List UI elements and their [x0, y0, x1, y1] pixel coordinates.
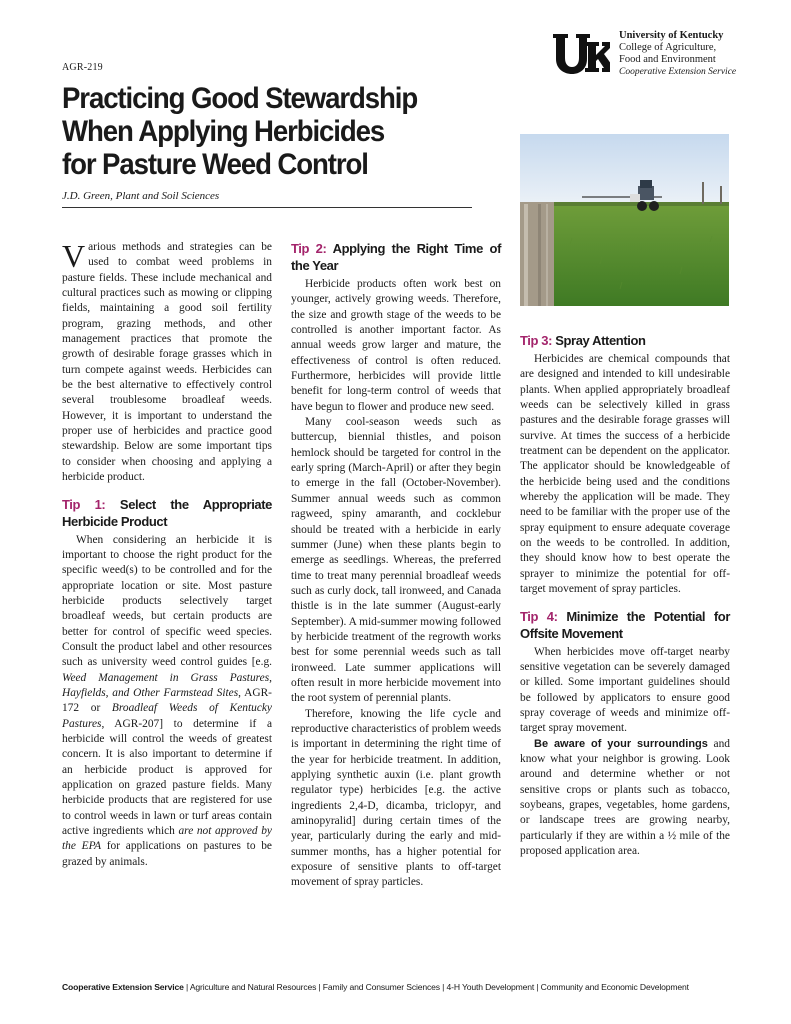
title-line-2: When Applying Herbicides: [62, 115, 385, 148]
footer-lead: Cooperative Extension Service: [62, 982, 184, 992]
title-line-3: for Pasture Weed Control: [62, 148, 368, 181]
tip-2-heading: [291, 240, 501, 274]
college-name-line2: Food and Environment: [619, 54, 716, 65]
drop-cap: V: [62, 238, 86, 274]
tip-2-number: Tip 2:: [291, 241, 327, 256]
uk-logo: [552, 32, 610, 76]
tip-1-heading: [62, 496, 272, 530]
tip-1-title: Select the Appropriate Herbicide Product: [62, 496, 272, 529]
footer-program-areas: [62, 982, 742, 992]
intro-text: arious methods and strategies can be used to combat weed problems in pasture fields. These include mechanical and cultural practices such as mowing or clipping fields, maintaining a good soil fertility program, grazing methods, and other management practices that promote the growth of desirable forage grasses which in turn compete against weeds. Herbicides can be the best alternative to effectively control several troublesome broadleaf weeds. However, it is important to understand the proper use of herbicides and practice good stewardship. Below are some important tips to consider when choosing and applying a herbicide product.: [62, 241, 272, 484]
tip-2-paragraph-1: Herbicide products often work best on younger, actively growing weeds. Therefore, the size and growth stage of the weeds to be controlled is another important factor. As annual weeds grow larger and mature, the effectiveness of control is often reduced. Furthermore, herbicides will provide little benefit for long-term control of weeds that have begun to flower and produce new seed.: [291, 278, 501, 413]
column-1: [62, 240, 272, 870]
organization-block: [619, 30, 736, 78]
extension-service-name: Cooperative Extension Service: [619, 67, 737, 77]
college-name-line1: College of Agriculture,: [619, 42, 717, 53]
publication-number: AGR-219: [62, 62, 103, 73]
tip-3-number: Tip 3:: [520, 333, 553, 348]
tip-2-title: Applying the Right Time of the Year: [291, 241, 502, 273]
tip-3-heading: [520, 332, 730, 349]
tip-4-number: Tip 4:: [520, 608, 558, 624]
tip-4-lead-phrase: Be aware of your surroundings: [534, 737, 708, 750]
author-line: J.D. Green, Plant and Soil Sciences: [62, 190, 220, 202]
tip-4-paragraph-2: Be aware of your surroundings and know what your neighbor is growing. Look around and determine whether or not sensitive crops or plants such as tobacco, soybeans, grapes, vegetables, home gardens, or landscape trees are growing nearby, particularly if they are within a ½ mile of the proposed application area.: [520, 737, 730, 857]
title-rule: [62, 207, 472, 208]
footer-items: | Agriculture and Natural Resources | Family and Consumer Sciences | 4-H Youth Development | Community and Economic Development: [186, 982, 689, 992]
tip-2-paragraph-2: Many cool-season weeds such as buttercup, biennial thistles, and poison hemlock should be targeted for control in the early spring (March-April) or after they begin to emerge in the fall (October-November). Summer annual weeds such as common ragweed, spiny amaranth, and cocklebur should be treated with a herbicide in early summer (June) when these plants begin to emerge as seedlings. Whereas, the preferred time to treat many perennial broadleaf weeds such as curly dock, tall ironweed, and Canada thistle is in the late summer (August-early September). A mid-summer mowing followed by herbicide treatment of the regrowth works best for some perennial weeds such as tall ironweed. Late summer applications will often result in more herbicide movement into the root system of perennial plants.: [291, 416, 501, 705]
title-line-1: Practicing Good Stewardship: [62, 82, 418, 115]
tip-1-number: Tip 1:: [62, 496, 106, 512]
fence-post: [520, 202, 554, 306]
pasture-sprayer-photo: [520, 134, 729, 306]
tip-4-title: Minimize the Potential for Offsite Movement: [520, 608, 730, 641]
column-2: [291, 240, 501, 891]
tip-3-title: Spray Attention: [555, 333, 646, 348]
intro-paragraph: [62, 240, 272, 486]
column-3: [520, 332, 730, 859]
tip-1-paragraph: When considering an herbicide it is important to choose the right product for the specific weed(s) to be controlled and for the appropriate location or site. Most pasture herbicide products selectively target broadleaf weeds, but certain products are better for control of specific weed species. Consult the product label and other resources such as university weed control guides [e.g. Weed Management in Grass Pastures, Hayfields, and Other Farmstead Sites, AGR-172 or Broadleaf Weeds of Kentucky Pastures, AGR-207] to determine if a herbicide will control the weeds of greatest concern. It is also important to determine if an herbicide product is approved for application on grazed pasture fields. Many herbicide products that are registered for use to control weeds in lawn or turf areas contain active ingredients which are not approved by the EPA for applications on pastures to be grazed by animals.: [62, 533, 272, 868]
tip-4-paragraph-1: When herbicides move off-target nearby sensitive vegetation can be severely damaged or killed. Some important guidelines should be followed by applicators to ensure good spray coverage of weeds and minimize off-target spray movement.: [520, 645, 730, 735]
tip-3-paragraph: Herbicides are chemical compounds that are designed and intended to kill undesirable plants. When applied appropriately broadleaf weeds can be selectively killed in grass pastures and the desirable forage grasses will survive. At times the success of a herbicide treatment can be dependent on the applicator. The applicator should be knowledgeable of the herbicide being used and the conditions whereby the application will be made. They need to be familiar with the proper use of the spray equipment to ensure adequate coverage on the weeds to be controlled. In addition, they should know how to best operate the sprayer to minimize the potential for off-target movement of spray particles.: [520, 353, 730, 596]
tip-2-paragraph-3: Therefore, knowing the life cycle and reproductive characteristics of problem weeds is important in determining the right time of the year for herbicide treatment. In addition, applying synthetic auxin (i.e. plant growth regulator type) herbicides [e.g. the active ingredients 2,4-D, dicamba, triclopyr, and aminopyralid] during certain times of the year, particularly during the early and mid-summer months, has a higher potential for exposure of sensitive plants to off-target movement of spray particles.: [291, 707, 502, 889]
document-title: [62, 82, 448, 181]
university-name: University of Kentucky: [619, 30, 724, 41]
tip-4-heading: [520, 608, 730, 642]
